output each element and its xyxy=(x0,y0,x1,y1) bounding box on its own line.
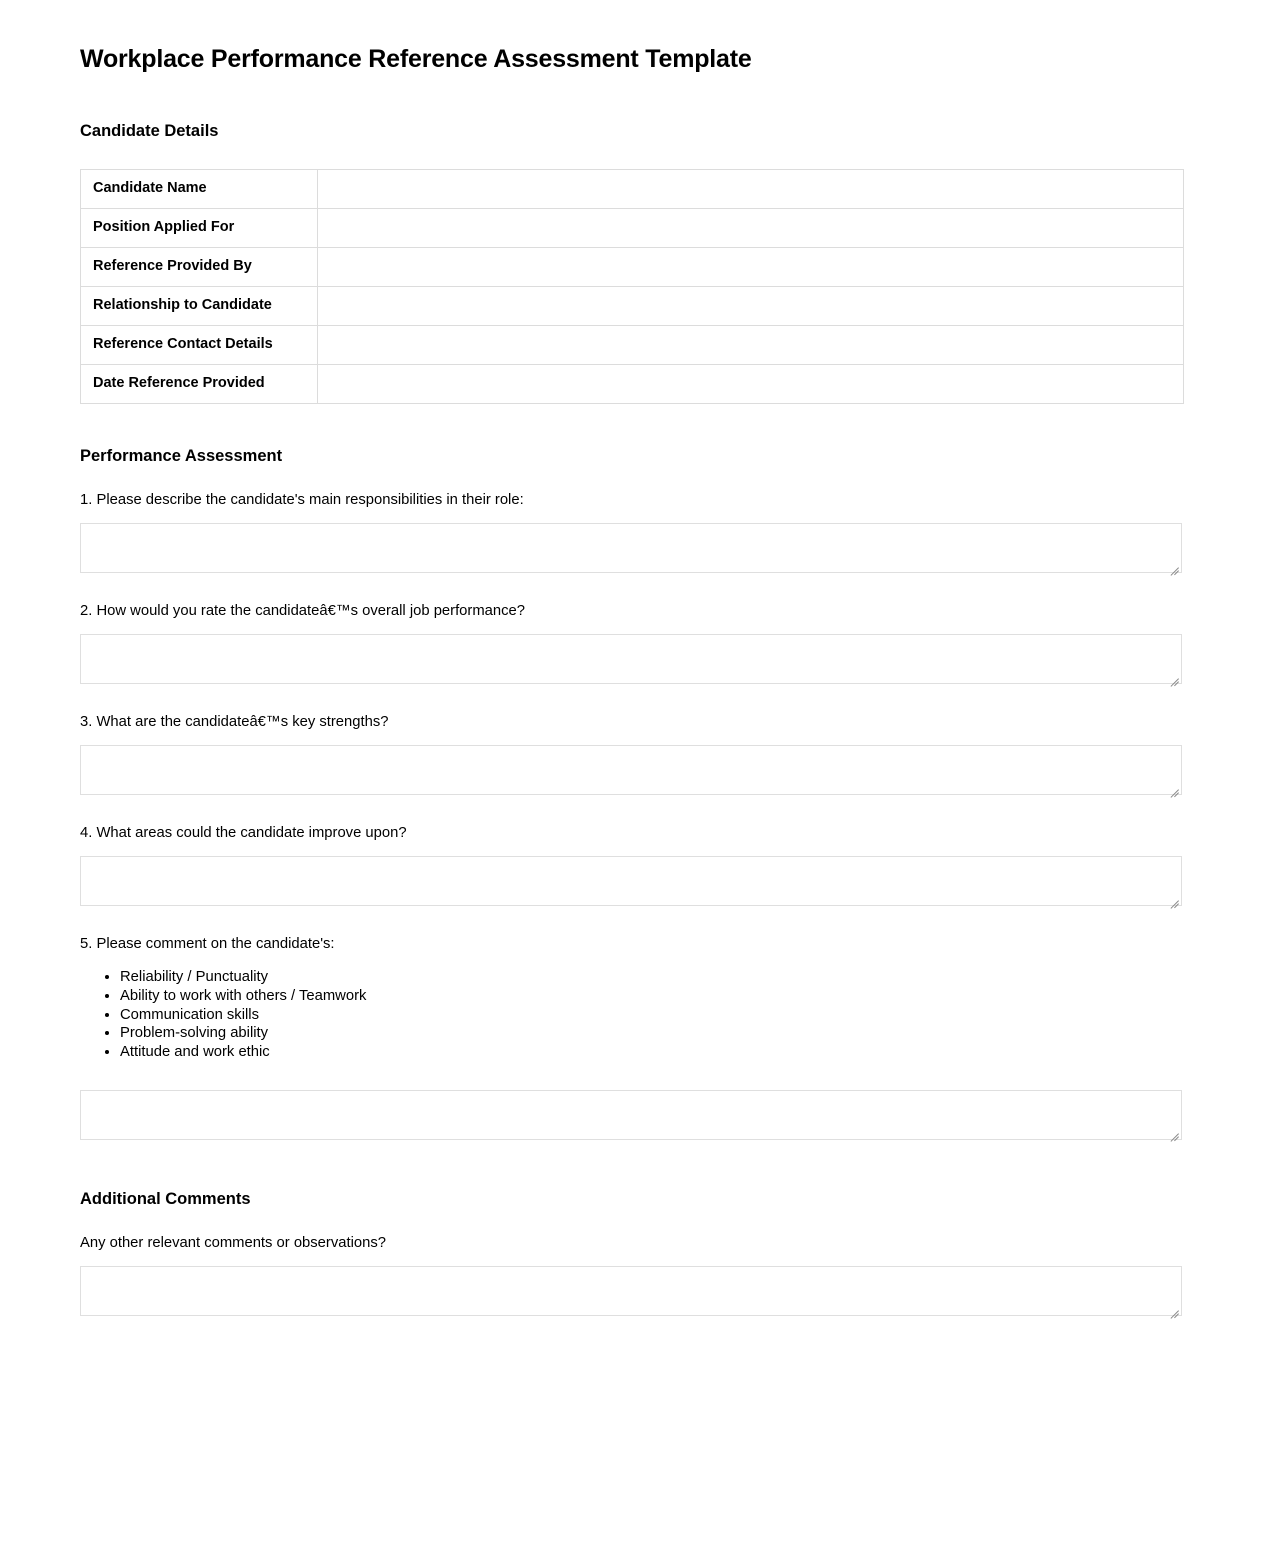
row-value-reference-provided-by[interactable] xyxy=(318,247,1184,286)
spacer xyxy=(80,795,1183,824)
table-row xyxy=(81,247,1184,286)
question-5-criteria-list xyxy=(80,968,1183,1062)
resize-handle-icon[interactable] xyxy=(1166,891,1179,904)
list-item: • Reliability / Punctuality xyxy=(120,968,1183,987)
candidate-details-heading: Candidate Details xyxy=(80,122,219,141)
row-value-candidate-name[interactable] xyxy=(318,169,1184,208)
additional-comments-answer-textarea[interactable] xyxy=(80,1266,1182,1316)
spacer xyxy=(80,684,1183,713)
candidate-details-table xyxy=(80,169,1184,404)
question-3-label: 3. What are the candidateâ€™s key strengths? xyxy=(80,714,389,731)
row-label-reference-provided-by: Reference Provided By xyxy=(81,247,318,286)
spacer xyxy=(80,573,1183,602)
row-label-position-applied-for: Position Applied For xyxy=(81,208,318,247)
row-value-relationship-to-candidate[interactable] xyxy=(318,286,1184,325)
spacer xyxy=(80,511,1183,523)
table-row xyxy=(81,325,1184,364)
question-1-answer-textarea[interactable] xyxy=(80,523,1182,573)
question-1-label: 1. Please describe the candidate's main responsibilities in their role: xyxy=(80,492,524,509)
question-3-answer-textarea[interactable] xyxy=(80,745,1182,795)
resize-handle-icon[interactable] xyxy=(1166,1301,1179,1314)
question-2-label: 2. How would you rate the candidateâ€™s overall job performance? xyxy=(80,603,525,620)
spacer xyxy=(80,1062,1183,1090)
spacer xyxy=(80,1140,1183,1189)
performance-assessment-heading: Performance Assessment xyxy=(80,446,283,465)
spacer xyxy=(80,404,1183,446)
question-5-label: 5. Please comment on the candidate's: xyxy=(80,936,335,952)
question-4-label: 4. What areas could the candidate improve upon? xyxy=(80,825,407,842)
resize-handle-icon[interactable] xyxy=(1166,780,1179,793)
spacer xyxy=(80,467,1183,491)
page-title: Workplace Performance Reference Assessment Template xyxy=(80,45,752,73)
question-4-answer-textarea[interactable] xyxy=(80,856,1182,906)
list-item: • Communication skills xyxy=(120,1006,1183,1025)
row-label-date-reference-provided: Date Reference Provided xyxy=(81,364,318,403)
row-value-position-applied-for[interactable] xyxy=(318,208,1184,247)
spacer xyxy=(80,906,1183,935)
row-label-relationship-to-candidate: Relationship to Candidate xyxy=(81,286,318,325)
row-label-reference-contact-details: Reference Contact Details xyxy=(81,325,318,364)
spacer xyxy=(80,143,1183,169)
table-row xyxy=(81,364,1184,403)
spacer xyxy=(80,733,1183,745)
spacer xyxy=(80,1210,1183,1234)
spacer xyxy=(80,1254,1183,1266)
spacer xyxy=(80,844,1183,856)
list-item: • Attitude and work ethic xyxy=(120,1043,1183,1062)
list-item: • Problem-solving ability xyxy=(120,1024,1183,1043)
question-2-answer-textarea[interactable] xyxy=(80,634,1182,684)
resize-handle-icon[interactable] xyxy=(1166,669,1179,682)
row-value-date-reference-provided[interactable] xyxy=(318,364,1184,403)
row-value-reference-contact-details[interactable] xyxy=(318,325,1184,364)
resize-handle-icon[interactable] xyxy=(1166,1125,1179,1138)
table-row xyxy=(81,208,1184,247)
additional-comments-heading: Additional Comments xyxy=(80,1189,251,1208)
spacer xyxy=(80,622,1183,634)
row-label-candidate-name: Candidate Name xyxy=(81,169,318,208)
table-row xyxy=(81,286,1184,325)
table-row xyxy=(81,169,1184,208)
additional-comments-prompt: Any other relevant comments or observations? xyxy=(80,1235,386,1252)
resize-handle-icon[interactable] xyxy=(1166,558,1179,571)
spacer xyxy=(80,75,1183,121)
list-item: • Ability to work with others / Teamwork xyxy=(120,987,1183,1006)
question-5-answer-textarea[interactable] xyxy=(80,1090,1182,1140)
